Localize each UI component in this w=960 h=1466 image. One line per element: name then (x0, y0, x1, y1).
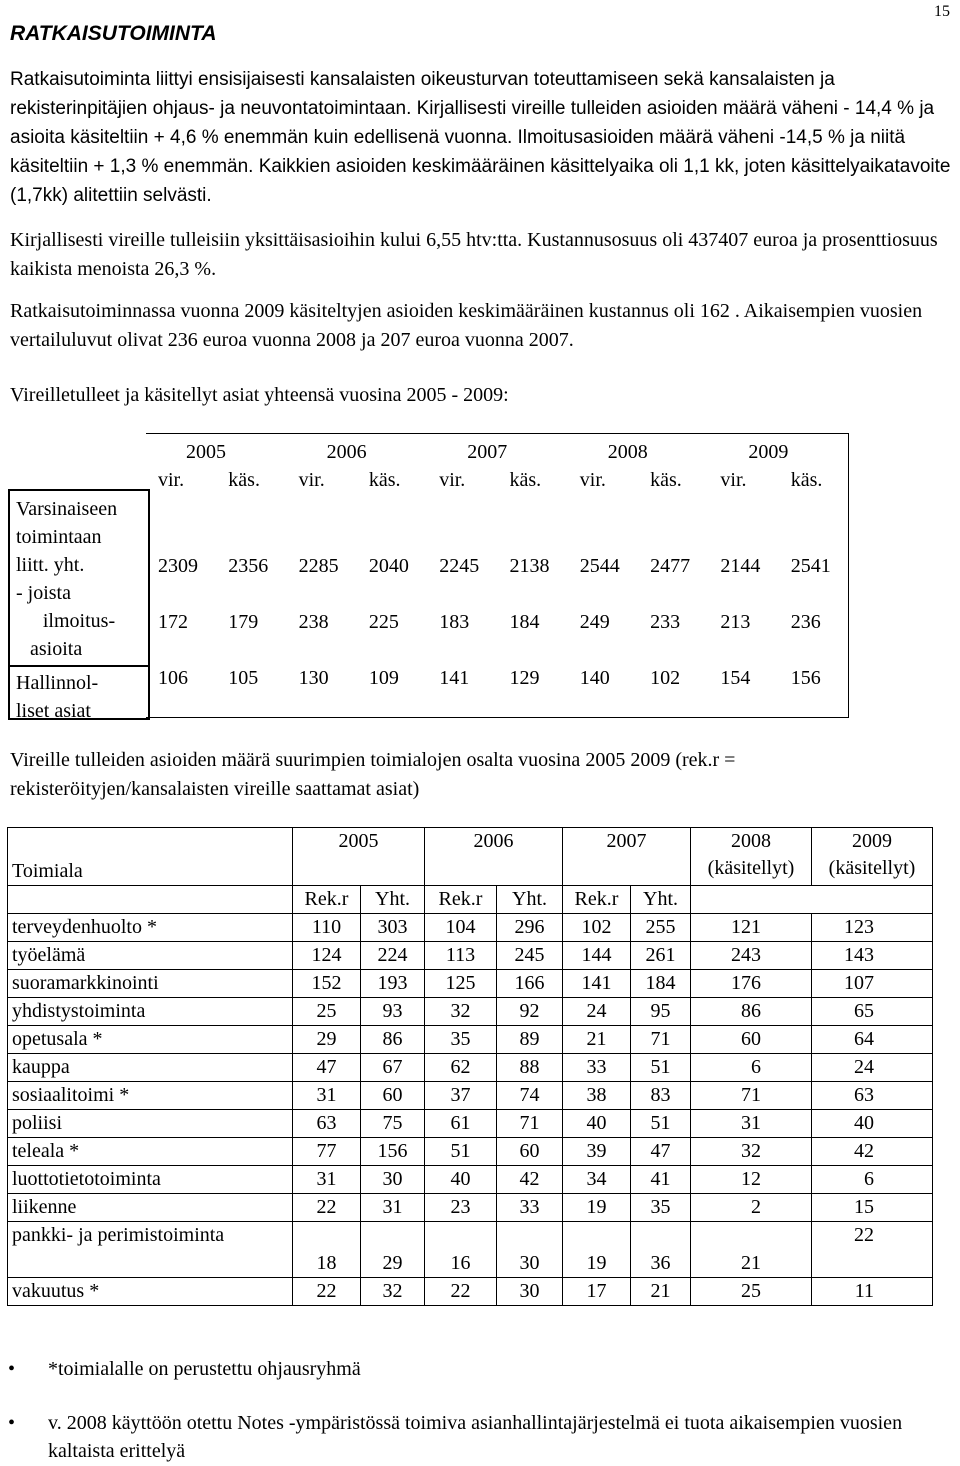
subheader: Yht. (497, 886, 563, 914)
subheader: vir. (298, 469, 325, 491)
table-cell: 74 (497, 1082, 563, 1110)
footnote-text: v. 2008 käyttöön otettu Notes -ympäristössä toimiva asianhallintajärjestelmä ei tuota aikaisempien vuosien kaltaista erittelyä (48, 1412, 903, 1462)
label-line: liset asiat (16, 700, 91, 722)
table-cell: 152 (293, 970, 361, 998)
table-cell: 86 (361, 1026, 425, 1054)
section-heading: RATKAISUTOIMINTA (10, 22, 217, 45)
table-cell: 156 (790, 667, 821, 689)
table-cell: 105 (228, 667, 259, 689)
table-cell: 15 (812, 1194, 933, 1222)
table-cell: 22 (293, 1278, 361, 1306)
bullet-icon: • (8, 1358, 16, 1380)
subheader: Rek.r (563, 886, 631, 914)
row-header-column (8, 489, 150, 720)
label-line: asioita (30, 638, 83, 660)
table-cell: 104 (425, 914, 497, 942)
table-cell: 106 (158, 667, 188, 689)
label-line: toimintaan (16, 526, 102, 548)
label-line: Hallinnol- (16, 672, 99, 694)
table-cell: 35 (425, 1026, 497, 1054)
subheader: käs. (650, 469, 682, 491)
subheader: Yht. (361, 886, 425, 914)
table-cell: 61 (425, 1110, 497, 1138)
table-cell: 38 (563, 1082, 631, 1110)
table-cell: 60 (497, 1138, 563, 1166)
table-cell: 19 (563, 1194, 631, 1222)
table-cell: 42 (497, 1166, 563, 1194)
table-cell: 24 (812, 1054, 933, 1082)
table-cell: 51 (425, 1138, 497, 1166)
table-cell: 22 (293, 1194, 361, 1222)
table-cell: 34 (563, 1166, 631, 1194)
table-cell: 65 (812, 998, 933, 1026)
table-cell: 40 (425, 1166, 497, 1194)
table-row (8, 1054, 933, 1082)
row-label: liikenne (8, 1194, 293, 1222)
table-cell: 19 (563, 1222, 631, 1278)
values-area (146, 433, 849, 718)
row-label: työelämä (8, 942, 293, 970)
table-row (8, 1278, 933, 1306)
table-cell: 129 (509, 667, 540, 689)
table-cell: 125 (425, 970, 497, 998)
table-cell: 60 (361, 1082, 425, 1110)
row-label: terveydenhuolto * (8, 914, 293, 942)
table-cell: 176 (691, 970, 812, 998)
table-cell: 21 (691, 1222, 812, 1278)
row-label: suoramarkkinointi (8, 970, 293, 998)
table-cell: 32 (361, 1278, 425, 1306)
cases-by-year-table (8, 433, 849, 722)
label-line: Varsinaiseen (16, 498, 118, 520)
table-cell: 225 (368, 611, 399, 633)
table-cell: 88 (497, 1054, 563, 1082)
table-cell: 261 (631, 942, 691, 970)
label-line: liitt. yht. (16, 554, 85, 576)
year-header: 2005 (186, 441, 226, 463)
subheader: käs. (368, 469, 401, 491)
table-cell: 140 (579, 667, 610, 689)
table-cell: 31 (293, 1166, 361, 1194)
table-cell: 113 (425, 942, 497, 970)
table1-caption: Vireilletulleet ja käsitellyt asiat yhteensä vuosina 2005 - 2009: (10, 384, 509, 406)
table-cell: 47 (631, 1138, 691, 1166)
table-cell: 33 (563, 1054, 631, 1082)
table-cell: 2138 (509, 555, 550, 577)
year-2007: 2007 (563, 828, 691, 886)
table-cell: 154 (720, 667, 751, 689)
table-cell: 35 (631, 1194, 691, 1222)
row-label-total (10, 491, 148, 667)
table-cell: 249 (579, 611, 610, 633)
column-header-toimiala: Toimiala (8, 828, 293, 886)
table-cell: 29 (361, 1222, 425, 1278)
table-cell: 303 (361, 914, 425, 942)
table-cell: 51 (631, 1110, 691, 1138)
subheader: vir. (439, 469, 466, 491)
row-label: vakuutus * (8, 1278, 293, 1306)
table-cell: 95 (631, 998, 691, 1026)
table-cell: 93 (361, 998, 425, 1026)
table-cell: 2285 (298, 555, 339, 577)
table-cell: 18 (293, 1222, 361, 1278)
row-label: poliisi (8, 1110, 293, 1138)
table-cell: 143 (812, 942, 933, 970)
table-cell: 47 (293, 1054, 361, 1082)
table-cell: 39 (563, 1138, 631, 1166)
table-cell: 75 (361, 1110, 425, 1138)
table-cell: 109 (368, 667, 399, 689)
row-label: sosiaalitoimi * (8, 1082, 293, 1110)
year-2008 (691, 828, 812, 886)
table-cell: 2541 (790, 555, 831, 577)
table-cell: 12 (691, 1166, 812, 1194)
table-cell: 2040 (368, 555, 409, 577)
table-cell: 60 (691, 1026, 812, 1054)
table-cell: 11 (812, 1278, 933, 1306)
table-cell: 30 (497, 1222, 563, 1278)
table-cell: 83 (631, 1082, 691, 1110)
table-row (8, 1026, 933, 1054)
subheader: käs. (790, 469, 823, 491)
subheader: Rek.r (425, 886, 497, 914)
table-cell: 64 (812, 1026, 933, 1054)
subheader-row (8, 886, 933, 914)
table-cell: 63 (293, 1110, 361, 1138)
label-line: - joista (16, 582, 71, 604)
table-row (8, 1194, 933, 1222)
table-cell: 296 (497, 914, 563, 942)
table-cell: 71 (497, 1110, 563, 1138)
table-cell: 179 (228, 611, 259, 633)
table-row (8, 1110, 933, 1138)
average-cost-paragraph: Ratkaisutoiminnassa vuonna 2009 käsiteltyjen asioiden keskimääräinen kustannus oli 162 . Aikaisempien vuosien vertailuluvut olivat 236 euroa vuonna 2008 ja 207 euroa vuonna 2007. (10, 300, 923, 351)
table-cell: 40 (812, 1110, 933, 1138)
table-cell: 110 (293, 914, 361, 942)
table-cell: 6 (691, 1054, 812, 1082)
table-cell: 71 (631, 1026, 691, 1054)
table-cell: 255 (631, 914, 691, 942)
table-row (8, 914, 933, 942)
table-cell: 6 (812, 1166, 933, 1194)
table-cell: 67 (361, 1054, 425, 1082)
cost-paragraph: Kirjallisesti vireille tulleisiin yksittäisasioihin kului 6,55 htv:tta. Kustannusosuus oli 437407 euroa ja prosenttiosuus kaikista menoista 26,3 %. (10, 229, 938, 280)
table-row (8, 1166, 933, 1194)
row-label: teleala * (8, 1138, 293, 1166)
table-cell: 2144 (720, 555, 761, 577)
table-row (8, 942, 933, 970)
table-cell: 245 (497, 942, 563, 970)
empty-cell (691, 886, 812, 914)
table-cell: 33 (497, 1194, 563, 1222)
table-cell: 107 (812, 970, 933, 998)
sector-cases-table (7, 827, 933, 1306)
subheader: käs. (509, 469, 542, 491)
table-cell: 31 (293, 1082, 361, 1110)
year-header: 2008 (607, 441, 648, 463)
table-cell: 22 (425, 1278, 497, 1306)
table-cell: 16 (425, 1222, 497, 1278)
table-cell: 89 (497, 1026, 563, 1054)
table-cell: 22 (812, 1222, 933, 1278)
table2-caption: Vireille tulleiden asioiden määrä suurimpien toimialojen osalta vuosina 2005 2009 (rek.r = rekisteröityjen/kansalaisten vireille saattamat asiat) (10, 749, 736, 800)
year-label: 2009 (852, 830, 892, 852)
table-cell: 92 (497, 998, 563, 1026)
table-cell: 166 (497, 970, 563, 998)
table-cell: 41 (631, 1166, 691, 1194)
row-label: luottotietotoiminta (8, 1166, 293, 1194)
table-cell: 2245 (439, 555, 480, 577)
year-label: 2008 (731, 830, 771, 852)
table-cell: 193 (361, 970, 425, 998)
table-cell: 29 (293, 1026, 361, 1054)
year-header: 2006 (326, 441, 367, 463)
row-label: pankki- ja perimistoiminta (8, 1222, 293, 1278)
table-cell: 2544 (579, 555, 620, 577)
table-cell: 30 (497, 1278, 563, 1306)
year-2009 (812, 828, 933, 886)
table-cell: 243 (691, 942, 812, 970)
subheader: Rek.r (293, 886, 361, 914)
table-cell: 25 (293, 998, 361, 1026)
table-cell: 144 (563, 942, 631, 970)
table-cell: 32 (425, 998, 497, 1026)
table-row (8, 1138, 933, 1166)
table-cell: 24 (563, 998, 631, 1026)
table-cell: 25 (691, 1278, 812, 1306)
table-cell: 17 (563, 1278, 631, 1306)
table-row (8, 998, 933, 1026)
table-cell: 172 (158, 611, 188, 633)
empty-cell (812, 886, 933, 914)
year-note: (käsitellyt) (828, 857, 916, 879)
subheader: vir. (579, 469, 606, 491)
table-cell: 37 (425, 1082, 497, 1110)
table-cell: 183 (439, 611, 470, 633)
table-cell: 31 (691, 1110, 812, 1138)
table-cell: 233 (650, 611, 681, 633)
table-cell: 71 (691, 1082, 812, 1110)
table-cell: 40 (563, 1110, 631, 1138)
table-cell: 224 (361, 942, 425, 970)
table-cell: 236 (790, 611, 821, 633)
row-label: yhdistystoiminta (8, 998, 293, 1026)
year-header: 2009 (748, 441, 789, 463)
footnote-text: *toimialalle on perustettu ohjausryhmä (48, 1358, 361, 1380)
year-2005: 2005 (293, 828, 425, 886)
subheader: käs. (228, 469, 260, 491)
table-cell: 51 (631, 1054, 691, 1082)
table-cell: 184 (509, 611, 540, 633)
year-header: 2007 (467, 441, 508, 463)
table-cell: 238 (298, 611, 329, 633)
row-label: kauppa (8, 1054, 293, 1082)
table-cell: 21 (631, 1278, 691, 1306)
table-cell: 102 (563, 914, 631, 942)
table-cell: 184 (631, 970, 691, 998)
table-cell: 213 (720, 611, 751, 633)
table-cell: 2309 (158, 555, 198, 577)
table-cell: 31 (361, 1194, 425, 1222)
intro-paragraph: Ratkaisutoiminta liittyi ensisijaisesti kansalaisten oikeusturvan toteuttamiseen sekä kansalaisten ja rekisterinpitäjien ohjaus- ja neuvontatoimintaan. Kirjallisesti vireille tulleiden asioiden määrä väheni - 14,4 % ja asioita käsiteltiin + 4,6 % enemmän kuin edellisenä vuonna. Ilmoitusasioiden määrä väheni -14,5 % ja niitä käsiteltiin + 1,3 % enemmän. Kaikkien asioiden keskimääräinen käsittelyaika oli 1,1 kk, joten käsittelyaikatavoite (1,7kk) alitettiin selvästi. (10, 69, 951, 206)
page-number: 15 (934, 3, 950, 20)
table-cell: 21 (563, 1026, 631, 1054)
table-cell: 121 (691, 914, 812, 942)
table-row (8, 1222, 933, 1278)
table-row (8, 1082, 933, 1110)
table-cell: 141 (439, 667, 470, 689)
table-cell: 23 (425, 1194, 497, 1222)
table-cell: 123 (812, 914, 933, 942)
table-cell: 63 (812, 1082, 933, 1110)
table-cell: 2477 (650, 555, 691, 577)
year-header-row (8, 828, 933, 886)
year-2006: 2006 (425, 828, 563, 886)
subheader: Yht. (631, 886, 691, 914)
table-cell: 102 (650, 667, 681, 689)
table-cell: 2356 (228, 555, 269, 577)
row-label: opetusala * (8, 1026, 293, 1054)
table-cell: 86 (691, 998, 812, 1026)
empty-cell (8, 886, 293, 914)
table-row (8, 970, 933, 998)
subheader: vir. (158, 469, 185, 491)
year-note: (käsitellyt) (707, 857, 795, 879)
table-cell: 130 (298, 667, 329, 689)
table-cell: 2 (691, 1194, 812, 1222)
table-cell: 124 (293, 942, 361, 970)
label-line: ilmoitus- (42, 610, 116, 632)
row-label-admin (10, 667, 148, 725)
table-cell: 42 (812, 1138, 933, 1166)
table-cell: 32 (691, 1138, 812, 1166)
table-cell: 36 (631, 1222, 691, 1278)
bullet-icon: • (8, 1412, 16, 1434)
table-cell: 156 (361, 1138, 425, 1166)
subheader: vir. (720, 469, 747, 491)
table-cell: 77 (293, 1138, 361, 1166)
table-cell: 62 (425, 1054, 497, 1082)
table-cell: 30 (361, 1166, 425, 1194)
table-cell: 141 (563, 970, 631, 998)
